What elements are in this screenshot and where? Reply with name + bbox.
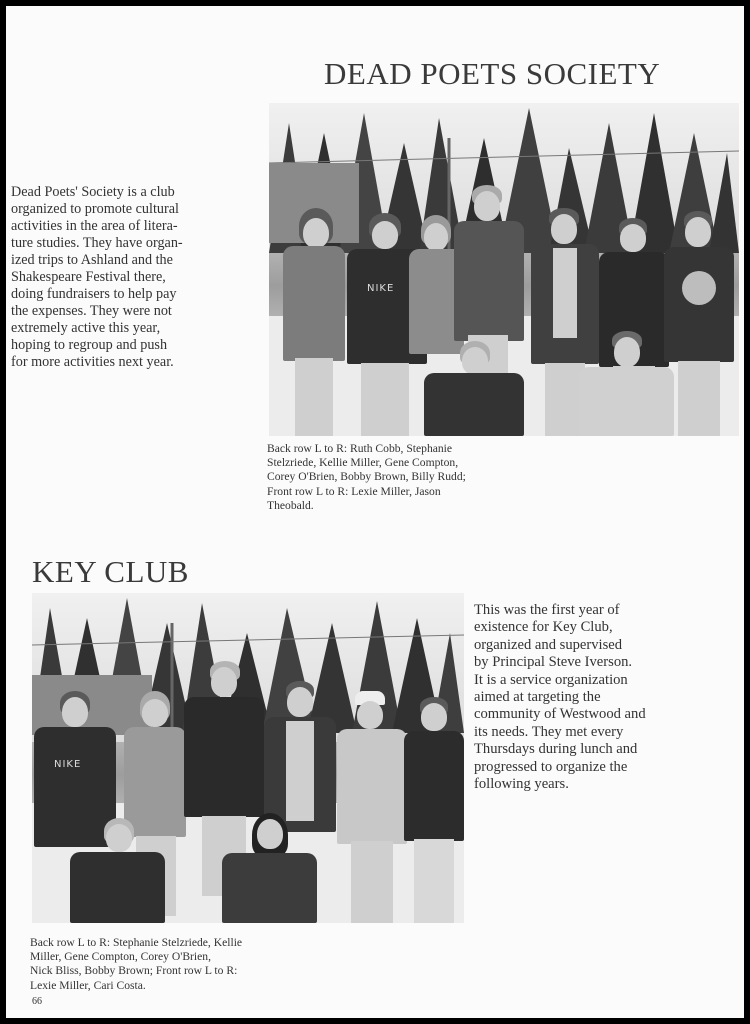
text-line: existence for Key Club,: [474, 619, 613, 636]
text-line: for more activities next year.: [11, 354, 174, 370]
key-club-group-photo: [32, 593, 464, 923]
text-line: extremely active this year,: [11, 320, 161, 336]
sweatshirt-logo: NIKE: [367, 283, 395, 294]
text-line: its needs. They met every: [474, 723, 624, 740]
person: [222, 813, 317, 923]
page-number: 66: [32, 996, 42, 1007]
caption-line: Nick Bliss, Bobby Brown; Front row L to R:: [30, 964, 238, 978]
person: [70, 818, 165, 923]
caption-line: Back row L to R: Stephanie Stelzriede, Kellie: [30, 936, 243, 949]
yearbook-page: [6, 6, 744, 1018]
text-line: community of Westwood and: [474, 706, 646, 723]
text-line: ized trips to Ashland and the: [11, 252, 173, 268]
key-club-description: [474, 602, 724, 793]
caption-line: Theobald.: [267, 498, 314, 512]
dead-poets-description: [11, 184, 263, 371]
person: [664, 211, 734, 436]
key-club-photo-caption: [30, 936, 340, 993]
dead-poets-title: DEAD POETS SOCIETY: [324, 56, 661, 91]
person: [337, 691, 407, 923]
person: [283, 208, 345, 436]
text-line: hoping to regroup and push: [11, 337, 168, 353]
text-line: Thursdays during lunch and: [474, 741, 638, 758]
caption-line: Corey O'Brien, Bobby Brown, Billy Rudd;: [267, 470, 466, 484]
text-line: by Principal Steve Iverson.: [474, 654, 633, 671]
caption-line: Miller, Gene Compton, Corey O'Brien,: [30, 950, 211, 964]
caption-line: Lexie Miller, Cari Costa.: [30, 978, 146, 992]
person: [424, 341, 524, 436]
text-line: It is a service organization: [474, 671, 628, 688]
dead-poets-group-photo: [269, 103, 739, 436]
text-line: activities in the area of litera-: [11, 218, 178, 234]
person: [404, 697, 464, 923]
text-line: Shakespeare Festival there,: [11, 269, 166, 285]
text-line: Dead Poets' Society is a club: [11, 184, 175, 200]
text-line: organized and supervised: [474, 636, 623, 653]
text-line: organized to promote cultural: [11, 201, 179, 217]
caption-line: Stelzriede, Kellie Miller, Gene Compton,: [267, 456, 459, 470]
caption-line: Front row L to R: Lexie Miller, Jason: [267, 484, 441, 498]
key-club-title: KEY CLUB: [32, 554, 189, 589]
text-line: progressed to organize the: [474, 758, 628, 775]
text-line: This was the first year of: [474, 602, 620, 618]
caption-line: Back row L to R: Ruth Cobb, Stephanie: [267, 442, 453, 455]
text-line: the expenses. They were not: [11, 303, 172, 319]
text-line: following years.: [474, 776, 569, 793]
text-line: doing fundraisers to help pay: [11, 286, 177, 302]
sweatshirt-logo: NIKE: [54, 759, 82, 770]
text-line: ture studies. They have organ-: [11, 235, 183, 251]
text-line: aimed at targeting the: [474, 689, 601, 706]
dead-poets-photo-caption: [267, 442, 567, 513]
person: [579, 331, 674, 436]
